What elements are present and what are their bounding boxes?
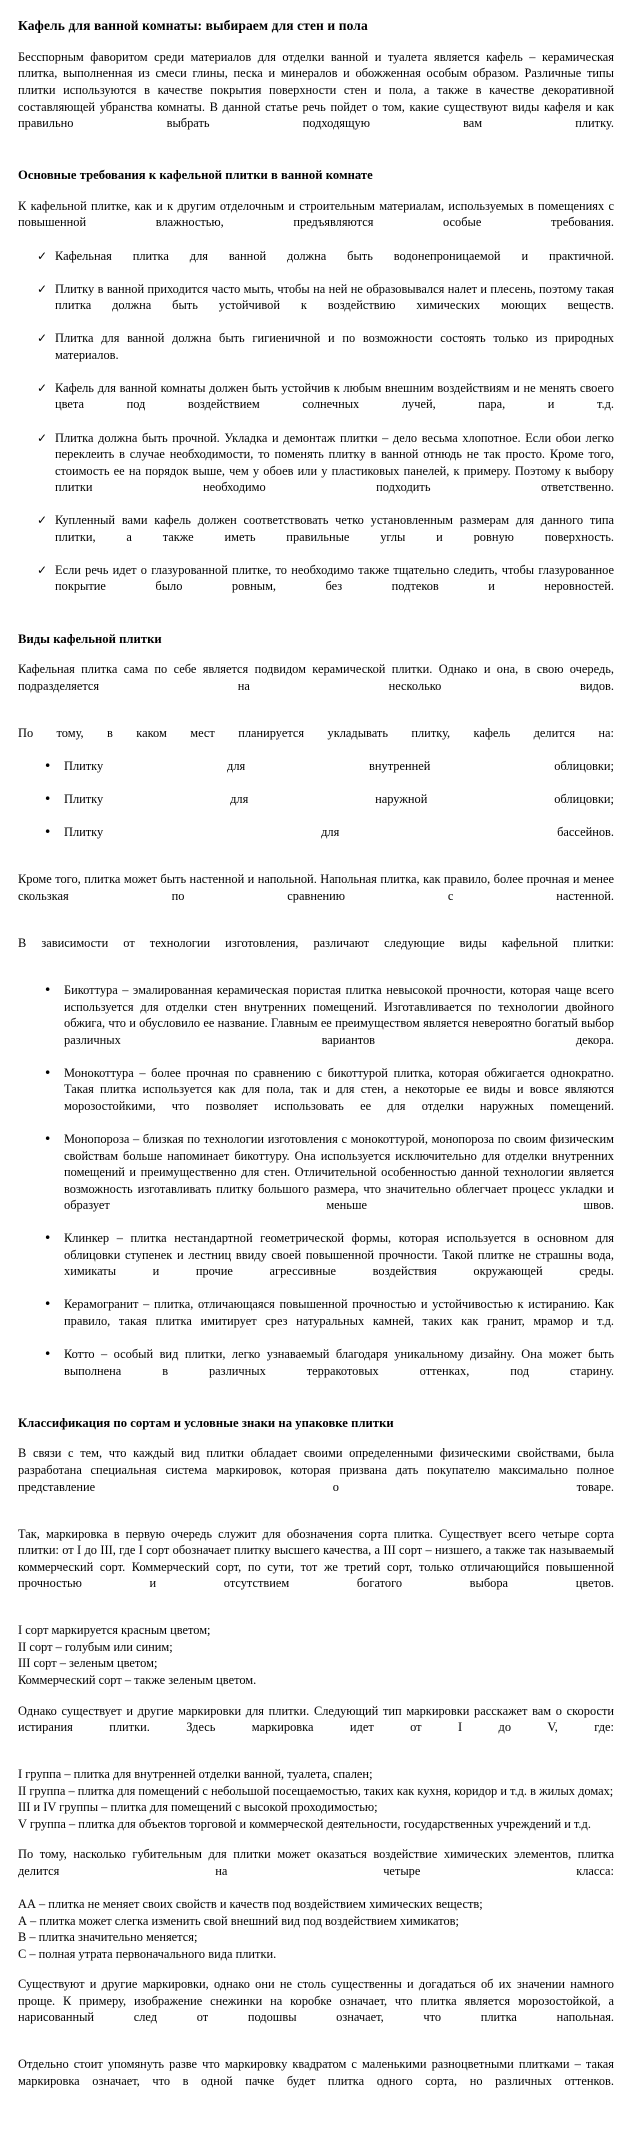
list-item-text: Керамогранит – плитка, отличающаяся повышенной прочностью и устойчивостью к истиранию. Как правило, такая плитка имитирует срез натуральных камней, таких как гранит, мрамор и т.д.	[64, 1297, 614, 1328]
list-item	[18, 330, 614, 380]
list-item-text: Монокоттура – более прочная по сравнению с бикоттурой плитка, которая обжигается однократно. Такая плитка используется как для пола, так и для стен, а некоторые ее виды и вовсе являются морозостойкими, что позволяет использовать ее для отделки наружных помещений.	[64, 1065, 614, 1113]
list-item-text: Плитку в ванной приходится часто мыть, чтобы на ней не образовывался налет и плесень, поэтому такая плитка должна быть устойчивой к воздействию химических моющих веществ.	[55, 281, 614, 313]
list-item	[18, 982, 614, 1065]
check-icon: ✓	[37, 380, 48, 395]
list-item	[18, 380, 614, 430]
requirements-list	[18, 248, 614, 612]
list-item	[18, 758, 614, 791]
types-intro: Кафельная плитка сама по себе является подвидом керамической плитки. Однако и она, в свою очередь, подразделяется на несколько видов.	[18, 662, 614, 693]
disc-bullet-icon: •	[44, 824, 52, 840]
disc-bullet-icon: •	[44, 982, 52, 998]
disc-bullet-icon: •	[44, 1296, 52, 1312]
list-item-text: Плитку для бассейнов.	[64, 825, 614, 840]
classification-intro: В связи с тем, что каждый вид плитки обладает своими определенными физическими свойствами, была разработана специальная система маркировок, которая призвана дать покупателю максимально полное представление о товаре.	[18, 1446, 614, 1494]
section-heading-requirements: Основные требования к кафельной плитки в ванной комнате	[18, 168, 373, 183]
abrasion-group-line: II группа – плитка для помещений с небольшой посещаемостью, таких как кухня, коридор и т.д. в жилых домах;	[18, 1783, 614, 1798]
wall-floor-note: Кроме того, плитка может быть настенной и напольной. Напольная плитка, как правило, более прочная и менее скользкая по сравнению с настенной.	[18, 872, 614, 903]
list-item	[18, 430, 614, 513]
list-item	[18, 1296, 614, 1346]
grade-color-line: I сорт маркируется красным цветом;	[18, 1623, 211, 1638]
list-item	[18, 1230, 614, 1296]
disc-bullet-icon: •	[44, 1230, 52, 1246]
list-item-text: Бикоттура – эмалированная керамическая пористая плитка невысокой прочности, которая чаще всего используется для отделки стен внутренних помещений. Изготавливается по технологии двойного обжига, что и обусловило ее название. Главным ее преимуществом является невероятно богатый выбор различных вариантов декора.	[64, 983, 614, 1047]
chemical-intro: По тому, насколько губительным для плитки может оказаться воздействие химических элементов, плитка делится на четыре класса:	[18, 1847, 614, 1878]
list-item-text: Плитку для наружной облицовки;	[64, 792, 614, 807]
technology-lead: В зависимости от технологии изготовления, различают следующие виды кафельной плитки:	[18, 935, 614, 950]
grade-color-line: II сорт – голубым или синим;	[18, 1639, 173, 1654]
list-item-text: Кафель для ванной комнаты должен быть устойчив к любым внешним воздействиям и не менять своего цвета под воздействием солнечных лучей, пара, и т.д.	[55, 380, 614, 412]
list-item-text: Клинкер – плитка нестандартной геометрической формы, которая используется в основном для облицовки ступенек и лестниц ввиду своей повышенной прочности. Такой плитке не страшны вода, химикаты и прочие агрессивные воздействия окружающей среды.	[64, 1231, 614, 1279]
chemical-class-line: А – плитка может слегка изменить свой внешний вид под воздействием химикатов;	[18, 1913, 459, 1928]
requirements-intro: К кафельной плитке, как и к другим отделочным и строительным материалам, используемых в помещениях с повышенной влажностью, предъявляются особые требования.	[18, 198, 614, 230]
list-item-text: Монопороза – близкая по технологии изготовления с монокоттурой, монопороза по своим физическим свойствам больше напоминает бикоттуру. Она используется исключительно для отделки внутренних помещений и преимущественно для стен. Отличительной особенностью данной технологии является возможность изготавливать плитку большого размера, что значительно облегчает процесс укладки и образует меньше швов.	[64, 1131, 614, 1213]
chemical-class-line: С – полная утрата первоначального вида плитки.	[18, 1946, 277, 1961]
list-item	[18, 1131, 614, 1230]
section-heading-classification: Классификация по сортам и условные знаки на упаковке плитки	[18, 1415, 394, 1430]
list-item	[18, 824, 614, 857]
abrasion-group-line: III и IV группы – плитка для помещений с высокой проходимостью;	[18, 1800, 378, 1815]
list-item-text: Плитка для ванной должна быть гигиеничной и по возможности состоять только из природных материалов.	[55, 331, 614, 362]
placement-lead: По тому, в каком мест планируется укладывать плитку, кафель делится на:	[18, 725, 614, 740]
list-item-text: Плитка должна быть прочной. Укладка и демонтаж плитки – дело весьма хлопотное. Если обои легко переклеить в случае необходимости, то поменять плитку в ванной отнюдь не так просто. Кроме того, стоимость ее на порядок выше, чем у обоев или у пластиковых панелей, к примеру. Поэтому к выбору плитки необходимо подходить ответственно.	[55, 430, 614, 495]
list-item-text: Кафельная плитка для ванной должна быть водонепроницаемой и практичной.	[55, 248, 614, 263]
disc-bullet-icon: •	[44, 1130, 52, 1146]
technology-list	[18, 982, 614, 1396]
square-marking-paragraph: Отдельно стоит упомянуть разве что маркировку квадратом с маленькими разноцветными плитками – такая маркировка означает, что в одной пачке будет плитка одного сорта, но различных оттенков.	[18, 2057, 614, 2088]
chemical-class-lines	[18, 1896, 614, 1962]
page-title: Кафель для ванной комнаты: выбираем для стен и пола	[18, 18, 368, 33]
disc-bullet-icon: •	[44, 791, 52, 807]
abrasion-group-lines	[18, 1766, 614, 1832]
list-item	[18, 1065, 614, 1131]
grade-color-line: III сорт – зеленым цветом;	[18, 1656, 158, 1671]
check-icon: ✓	[37, 430, 48, 445]
check-icon: ✓	[37, 248, 48, 263]
check-icon: ✓	[37, 281, 48, 296]
check-icon: ✓	[37, 513, 48, 528]
list-item	[18, 1346, 614, 1396]
check-icon: ✓	[37, 331, 48, 346]
list-item-text: Плитку для внутренней облицовки;	[64, 759, 614, 774]
check-icon: ✓	[37, 562, 48, 577]
list-item	[18, 512, 614, 562]
abrasion-group-line: I группа – плитка для внутренней отделки ванной, туалета, спален;	[18, 1767, 373, 1782]
list-item	[18, 562, 614, 612]
list-item	[18, 281, 614, 331]
list-item-text: Котто – особый вид плитки, легко узнаваемый благодаря уникальному дизайну. Она может быть выполнена в различных терракотовых оттенках, под старину.	[64, 1347, 614, 1378]
list-item-text: Если речь идет о глазурованной плитке, то необходимо также тщательно следить, чтобы глазурованное покрытие было ровным, без подтеков и неровностей.	[55, 562, 614, 594]
list-item	[18, 248, 614, 281]
grade-color-lines	[18, 1622, 614, 1688]
chemical-class-line: АА – плитка не меняет своих свойств и качеств под воздействием химических веществ;	[18, 1897, 483, 1912]
chemical-class-line: В – плитка значительно меняется;	[18, 1930, 198, 1945]
other-markings-paragraph: Существуют и другие маркировки, однако они не столь существенны и догадаться об их значении намного проще. К примеру, изображение снежинки на коробке означает, что плитка является морозостойкой, а нарисованный след от подошвы означает, что плитка напольная.	[18, 1977, 614, 2025]
grade-color-line: Коммерческий сорт – также зеленым цветом.	[18, 1673, 257, 1688]
disc-bullet-icon: •	[44, 1346, 52, 1362]
disc-bullet-icon: •	[44, 758, 52, 774]
disc-bullet-icon: •	[44, 1064, 52, 1080]
intro-paragraph: Бесспорным фаворитом среди материалов для отделки ванной и туалета является кафель – керамическая плитка, выполненная из смеси глины, песка и минералов и обожженная особым образом. Различные типы плитки используются в качестве покрытия поверхности стен и пола, а также в качестве декоративной составляющей убранства комнаты. В данной статье речь пойдет о том, какие существуют виды кафеля и как правильно выбрать подходящую вам плитку.	[18, 49, 614, 131]
abrasion-intro: Однако существует и другие маркировки для плитки. Следующий тип маркировки расскажет вам о скорости истирания плитки. Здесь маркировка идет от I до V, где:	[18, 1703, 614, 1735]
list-item-text: Купленный вами кафель должен соответствовать четко установленным размерам для данного типа плитки, а также иметь правильные углы и ровную поверхность.	[55, 513, 614, 544]
list-item	[18, 791, 614, 824]
grades-intro: Так, маркировка в первую очередь служит для обозначения сорта плитка. Существует всего четыре сорта плитки: от I до III, где I сорт обозначает плитку высшего качества, а III сорт – низшего, а также так называемый коммерческий сорт. Коммерческий сорт, по сути, тот же третий сорт, только отличающийся повышенной прочностью и отсутствием богатого выбора цветов.	[18, 1526, 614, 1591]
section-heading-types: Виды кафельной плитки	[18, 631, 162, 646]
placement-list	[18, 758, 614, 857]
abrasion-group-line: V группа – плитка для объектов торговой и коммерческой деятельности, государственных учреждений и т.д.	[18, 1816, 591, 1831]
